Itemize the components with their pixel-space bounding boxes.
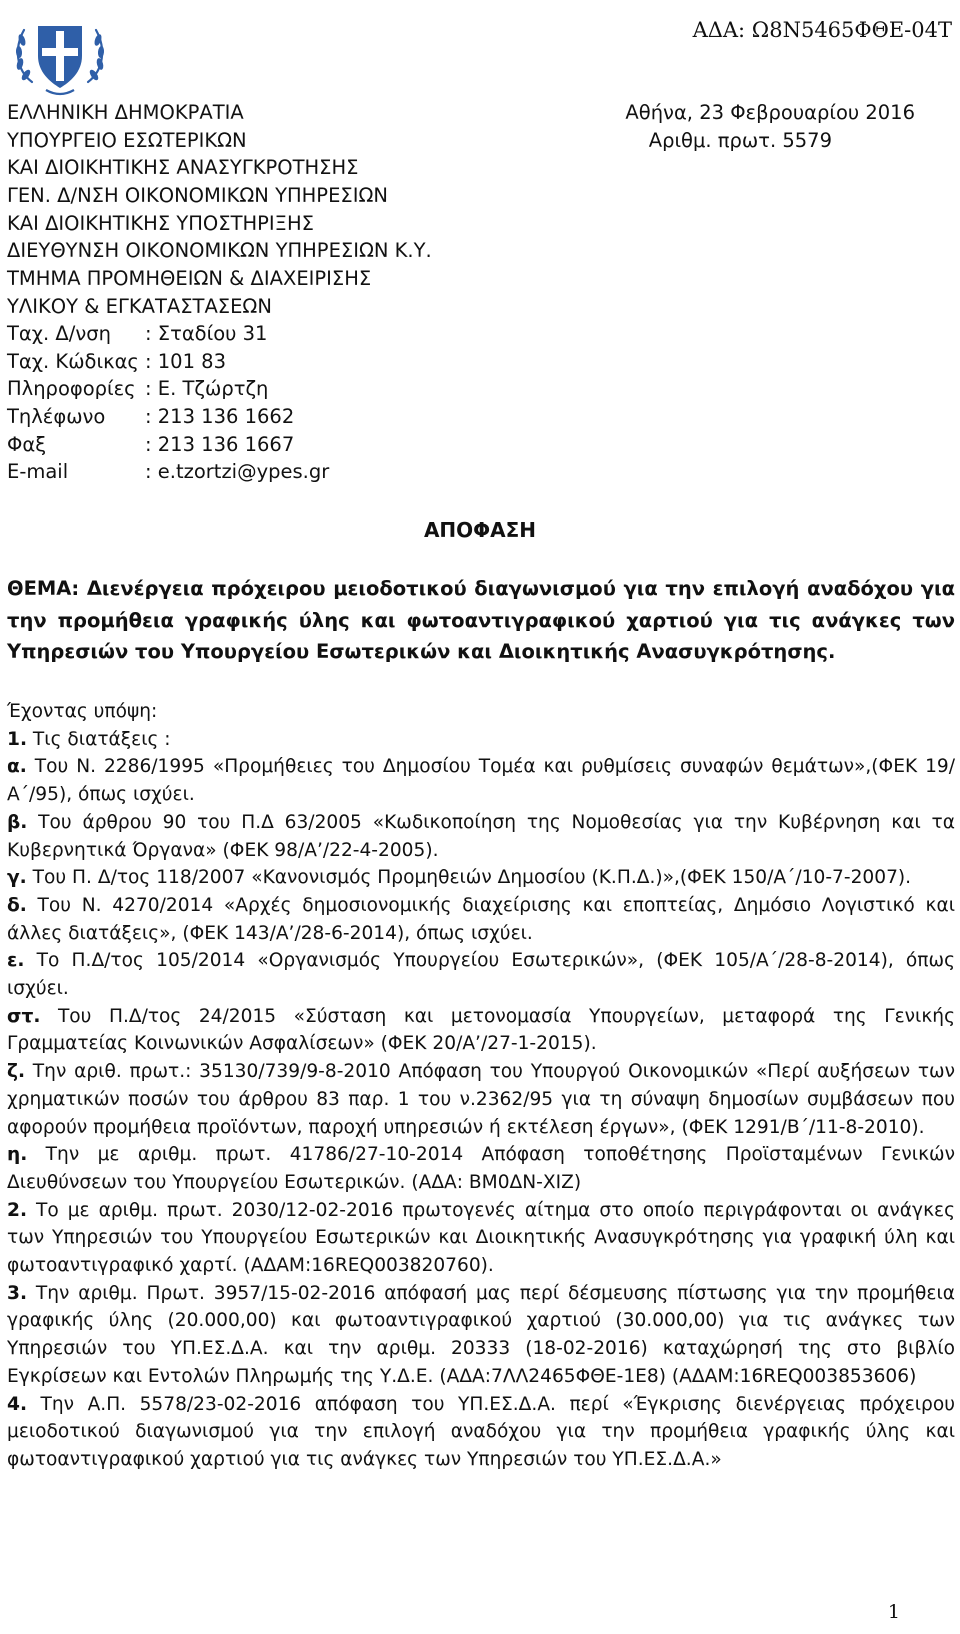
list-item <box>7 726 955 754</box>
protocol-number: Αριθμ. πρωτ. 5579 <box>648 128 832 152</box>
list-item <box>7 1197 955 1280</box>
ada-code: ΑΔΑ: Ω8Ν5465ΦΘΕ-04Τ <box>692 18 952 42</box>
contact-row <box>7 348 329 376</box>
list-item <box>7 1003 955 1058</box>
issuer-block <box>7 99 432 321</box>
contact-row <box>7 403 329 431</box>
item-text: Τις διατάξεις : <box>27 728 171 750</box>
greek-state-emblem-icon <box>10 12 110 98</box>
issuer-line: ΤΜΗΜΑ ΠΡΟΜΗΘΕΙΩΝ & ΔΙΑΧΕΙΡΙΣΗΣ <box>7 267 372 291</box>
list-item <box>7 809 955 864</box>
item-number: γ. <box>7 867 27 889</box>
item-number: 4. <box>7 1393 28 1415</box>
intro-text: Έχοντας υπόψη: <box>7 701 158 722</box>
item-number: δ. <box>7 894 27 916</box>
contact-row <box>7 375 329 403</box>
item-text: Το Π.Δ/τος 105/2014 «Οργανισμός Υπουργείου Εσωτερικών», (ΦΕΚ 105/Α΄/28-8-2014), όπως ισχύει. <box>7 950 955 1000</box>
issuer-line: ΓΕΝ. Δ/ΝΣΗ ΟΙΚΟΝΟΜΙΚΩΝ ΥΠΗΡΕΣΙΩΝ <box>7 184 388 208</box>
item-number: 3. <box>7 1282 28 1304</box>
list-item <box>7 947 955 1002</box>
contact-info <box>7 320 329 486</box>
subject-heading: ΘΕΜΑ: Διενέργεια πρόχειρου μειοδοτικού διαγωνισμού για την επιλογή αναδόχου για την προμήθεια γραφικής ύλης και φωτοαντιγραφικού χαρτιού για τις ανάγκες των Υπηρεσιών του Υπουργείου Εσωτερικών και Διοικητικής Ανασυγκρότησης. <box>7 577 955 663</box>
item-text: Του Ν. 4270/2014 «Αρχές δημοσιονομικής διαχείρισης και εποπτείας, Δημόσιο Λογιστικό και άλλες διατάξεις», (ΦΕΚ 143/Α’/28-6-2014), όπως ισχύει. <box>7 894 955 944</box>
item-number: 2. <box>7 1199 28 1221</box>
contact-label: E-mail <box>7 460 69 484</box>
contact-value: : Σταδίου 31 <box>145 322 268 345</box>
item-text: Του άρθρου 90 του Π.Δ 63/2005 «Κωδικοποίηση της Νομοθεσίας για την Κυβέρνηση και τα Κυβερνητικά Όργανα» (ΦΕΚ 98/Α’/22-4-2005). <box>7 811 955 861</box>
contact-value: : 213 136 1662 <box>145 405 295 429</box>
item-text: Την αριθμ. Πρωτ. 3957/15-02-2016 απόφασή μας περί δέσμευσης πίστωσης για την προμήθεια γραφικής ύλης (20.000,00) και φωτοαντιγραφικού χαρτιού (30.000,00) για τις ανάγκες των Υπηρεσιών του ΥΠ.ΕΣ.Δ.Α. και την αριθμ. 20333 (18-02-2016) καταχώρησή της στο βιβλίο Εγκρίσεων και Εντολών Πληρωμής της Υ.Δ.Ε. (ΑΔΑ:7ΛΛ2465ΦΘΕ-1Ε8) (ΑΔΑΜ:16REQ003853606) <box>7 1282 955 1387</box>
item-number: ζ. <box>7 1061 26 1083</box>
issuer-line: ΕΛΛΗΝΙΚΗ ΔΗΜΟΚΡΑΤΙΑ <box>7 101 244 124</box>
list-item <box>7 753 955 808</box>
list-item <box>7 864 955 892</box>
list-item <box>7 1141 955 1196</box>
contact-row <box>7 458 329 486</box>
item-text: Την με αριθμ. πρωτ. 41786/27-10-2014 Απόφαση τοποθέτησης Προϊσταμένων Γενικών Διευθύνσεων του Υπουργείου Εσωτερικών. (ΑΔΑ: ΒΜ0ΔΝ-ΧΙΖ) <box>7 1144 955 1193</box>
email-value: : e.tzortzi@ypes.gr <box>145 460 330 484</box>
contact-value: : Ε. Τζώρτζη <box>145 377 269 401</box>
item-text: Του Ν. 2286/1995 «Προμήθειες του Δημοσίου Τομέα και ρυθμίσεις συναφών θεμάτων»,(ΦΕΚ 19/Α΄/95), όπως ισχύει. <box>7 756 955 806</box>
item-text: Την Α.Π. 5578/23-02-2016 απόφαση του ΥΠ.ΕΣ.Δ.Α. περί «Έγκρισης διενέργειας πρόχειρου μειοδοτικού διαγωνισμού για την επιλογή αναδόχου για την προμήθεια γραφικής ύλης και φωτοαντιγραφικού χαρτιού για τις ανάγκες των Υπηρεσιών του ΥΠ.ΕΣ.Δ.Α.» <box>7 1393 955 1470</box>
document-date: Αθήνα, 23 Φεβρουαρίου 2016 <box>625 101 915 124</box>
contact-label: Πληροφορίες <box>7 377 136 401</box>
item-text: Του Π.Δ/τος 24/2015 «Σύσταση και μετονομασία Υπουργείων, μεταφορά της Γενικής Γραμματείας Κοινωνικών Ασφαλίσεων» (ΦΕΚ 20/Α’/27-1-2015). <box>7 1005 955 1055</box>
contact-value: : 101 83 <box>145 349 226 373</box>
contact-value: : 213 136 1667 <box>145 432 295 456</box>
list-item <box>7 1058 955 1141</box>
list-item <box>7 892 955 947</box>
issuer-line: ΚΑΙ ΔΙΟΙΚΗΤΙΚΗΣ ΑΝΑΣΥΓΚΡΟΤΗΣΗΣ <box>7 156 359 180</box>
contact-label: Ταχ. Δ/νση <box>7 322 111 345</box>
date-protocol-block <box>625 99 915 154</box>
contact-row <box>7 431 329 459</box>
item-number: ε. <box>7 950 25 972</box>
item-number: η. <box>7 1144 28 1166</box>
issuer-line: ΥΛΙΚΟΥ & ΕΓΚΑΤΑΣΤΑΣΕΩΝ <box>7 294 272 318</box>
item-number: β. <box>7 811 28 833</box>
item-text: Την αριθ. πρωτ.: 35130/739/9-8-2010 Απόφαση του Υπουργού Οικονομικών «Περί αυξήσεων των χρηματικών ποσών του άρθρου 83 παρ. 1 του ν.2362/95 για τη σύναψη δημοσίων συμβάσεων που αφορούν προμήθεια προϊόντων, παροχή υπηρεσιών ή εκτέλεση έργων», (ΦΕΚ 1291/Β΄/11-8-2010). <box>7 1061 955 1138</box>
issuer-line: ΚΑΙ ΔΙΟΙΚΗΤΙΚΗΣ ΥΠΟΣΤΗΡΙΞΗΣ <box>7 211 314 235</box>
item-number: α. <box>7 756 27 778</box>
item-number: στ. <box>7 1005 41 1027</box>
list-item <box>7 1280 955 1391</box>
considerations-body <box>7 698 955 1474</box>
decision-title: ΑΠΟΦΑΣΗ <box>423 518 537 542</box>
page-number: 1 <box>887 1601 900 1623</box>
contact-label: Φαξ <box>7 432 47 456</box>
issuer-line: ΔΙΕΥΘΥΝΣΗ ΟΙΚΟΝΟΜΙΚΩΝ ΥΠΗΡΕΣΙΩΝ Κ.Υ. <box>7 239 432 263</box>
contact-row <box>7 320 329 348</box>
item-text: Του Π. Δ/τος 118/2007 «Κανονισμός Προμηθειών Δημοσίου (Κ.Π.Δ.)»,(ΦΕΚ 150/Α΄/10-7-2007). <box>26 867 912 889</box>
issuer-line: ΥΠΟΥΡΓΕΙΟ ΕΣΩΤΕΡΙΚΩΝ <box>7 128 247 152</box>
list-item <box>7 1391 955 1474</box>
contact-label: Ταχ. Κώδικας <box>7 349 139 373</box>
item-number: 1. <box>7 728 28 750</box>
item-text: Το με αριθμ. πρωτ. 2030/12-02-2016 πρωτογενές αίτημα στο οποίο περιγράφονται οι ανάγκες των Υπηρεσιών του Υπουργείου Εσωτερικών και Διοικητικής Ανασυγκρότησης για γραφική ύλη και φωτοαντιγραφικό χαρτί. (ΑΔΑΜ:16REQ003820760). <box>7 1199 955 1277</box>
contact-label: Τηλέφωνο <box>7 405 106 429</box>
